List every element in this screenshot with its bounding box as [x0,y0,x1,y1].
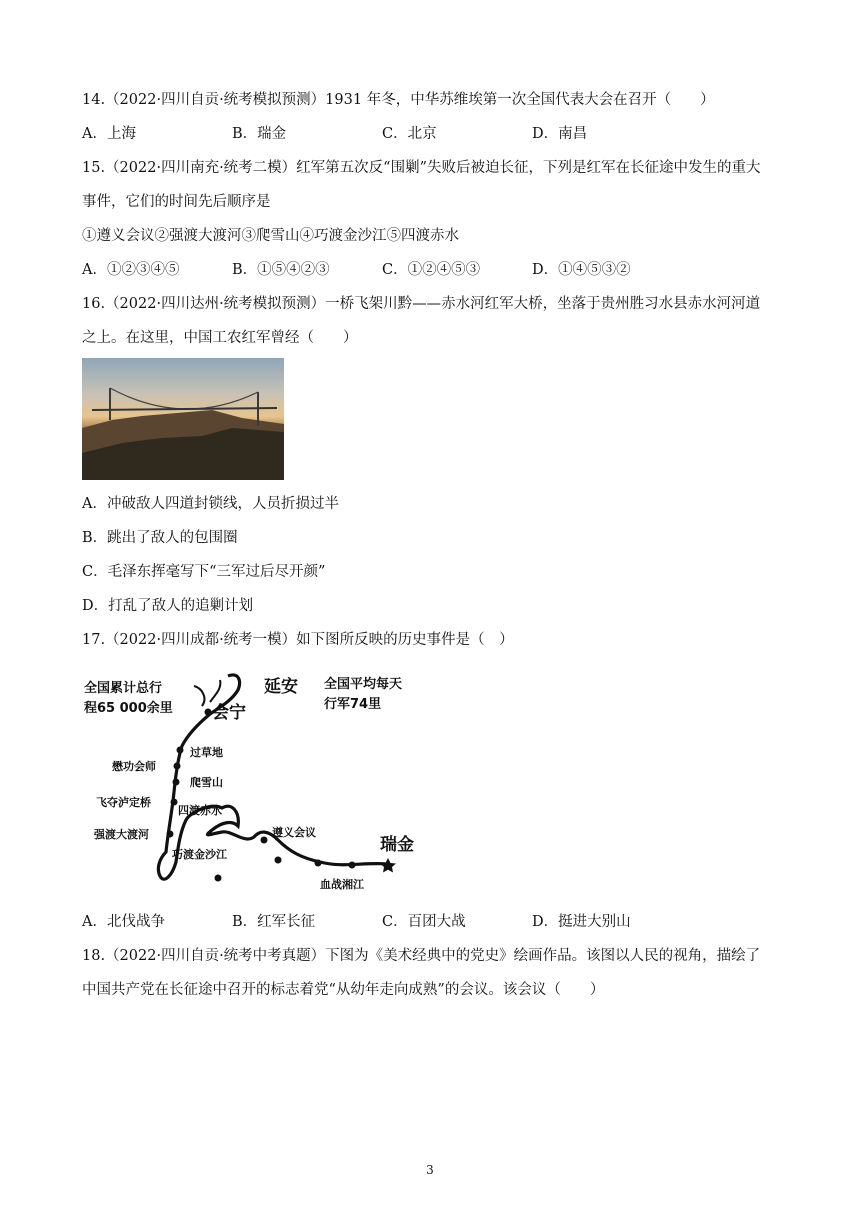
map-label-jinsha: 巧渡金沙江 [172,848,227,861]
map-label-maogong: 懋功会师 [112,760,156,773]
map-label-avg-line2: 行军74里 [324,697,382,712]
q14-option-c: C．北京 [382,126,437,142]
q17-option-b: B．红军长征 [232,914,316,930]
map-label-xiangjiang: 血战湘江 [320,878,364,891]
map-label-grassland: 过草地 [190,746,223,759]
map-label-huining: 会宁 [212,703,246,723]
chishui-bridge-photo [82,358,284,480]
map-label-zunyi: 遵义会议 [272,826,316,839]
map-label-avg-line1: 全国平均每天 [324,677,403,692]
long-march-route-map [82,662,422,894]
q18-stem-line1: 18.（2022·四川自贡·统考中考真题）下图为《美术经典中的党史》绘画作品。该图以人民的视角，描绘了 [82,948,761,964]
map-label-snow: 爬雪山 [190,776,223,789]
map-label-dadu: 强渡大渡河 [94,828,149,841]
map-label-luding: 飞夺泸定桥 [96,796,151,809]
map-label-total-line2: 程65 000余里 [84,701,173,716]
map-dot-xiangjiang-2 [315,860,322,867]
q17-option-a: A．北伐战争 [82,914,165,930]
q17-option-c: C．百团大战 [382,914,466,930]
q14-option-b: B．瑞金 [232,126,287,142]
q15-events: ①遵义会议②强渡大渡河③爬雪山④巧渡金沙江⑤四渡赤水 [82,228,459,244]
q16-option-d: D．打乱了敌人的追剿计划 [82,598,254,614]
map-dot-zunyi [261,837,268,844]
q15-stem-line1: 15.（2022·四川南充·统考二模）红军第五次反“围剿”失败后被迫长征，下列是红军在长征途中发生的重大 [82,160,761,176]
map-dot-maogong [174,763,181,770]
q16-stem-line2: 之上。在这里，中国工农红军曾经（ ） [82,330,358,346]
q14-option-a: A．上海 [82,126,136,142]
q16-option-a: A．冲破敌人四道封锁线，人员折损过半 [82,496,339,512]
q16-option-c: C．毛泽东挥毫写下“三军过后尽开颜” [82,564,326,580]
map-label-total-line1: 全国累计总行 [84,681,163,696]
q15-option-b: B．①⑤④②③ [232,262,330,278]
map-label-chishui: 四渡赤水 [178,804,222,817]
map-dot-grassland [177,747,184,754]
q15-stem-line2: 事件，它们的时间先后顺序是 [82,194,271,210]
map-dot-snow [173,779,180,786]
map-dot-huining [205,709,212,716]
page-number: 3 [426,1163,434,1177]
q15-option-a: A．①②③④⑤ [82,262,180,278]
map-dot-jinsha [215,875,222,882]
q17-stem: 17.（2022·四川成都·统考一模）如下图所反映的历史事件是（ ） [82,632,514,648]
q15-option-c: C．①②④⑤③ [382,262,481,278]
ruijin-star-icon [380,858,396,873]
q14-option-d: D．南昌 [532,126,588,142]
map-dot-dadu [167,831,174,838]
bridge-landscape-illustration [82,358,284,480]
q18-stem-line2: 中国共产党在长征途中召开的标志着党“从幼年走向成熟”的会议。该会议（ ） [82,982,605,998]
q17-option-d: D．挺进大别山 [532,914,631,930]
map-dot-xiangjiang-1 [275,857,282,864]
q14-stem: 14.（2022·四川自贡·统考模拟预测）1931 年冬，中华苏维埃第一次全国代表大会在召开（ ） [82,92,715,108]
map-dot-luding [171,799,178,806]
q16-stem-line1: 16.（2022·四川达州·统考模拟预测）一桥飞架川黔——赤水河红军大桥，坐落于贵州胜习水县赤水河河道 [82,296,761,312]
q16-option-b: B．跳出了敌人的包围圈 [82,530,238,546]
map-dot-xiangjiang-3 [349,862,356,869]
map-label-ruijin: 瑞金 [380,835,414,855]
map-label-yanan: 延安 [264,677,298,697]
q15-option-d: D．①④⑤③② [532,262,631,278]
